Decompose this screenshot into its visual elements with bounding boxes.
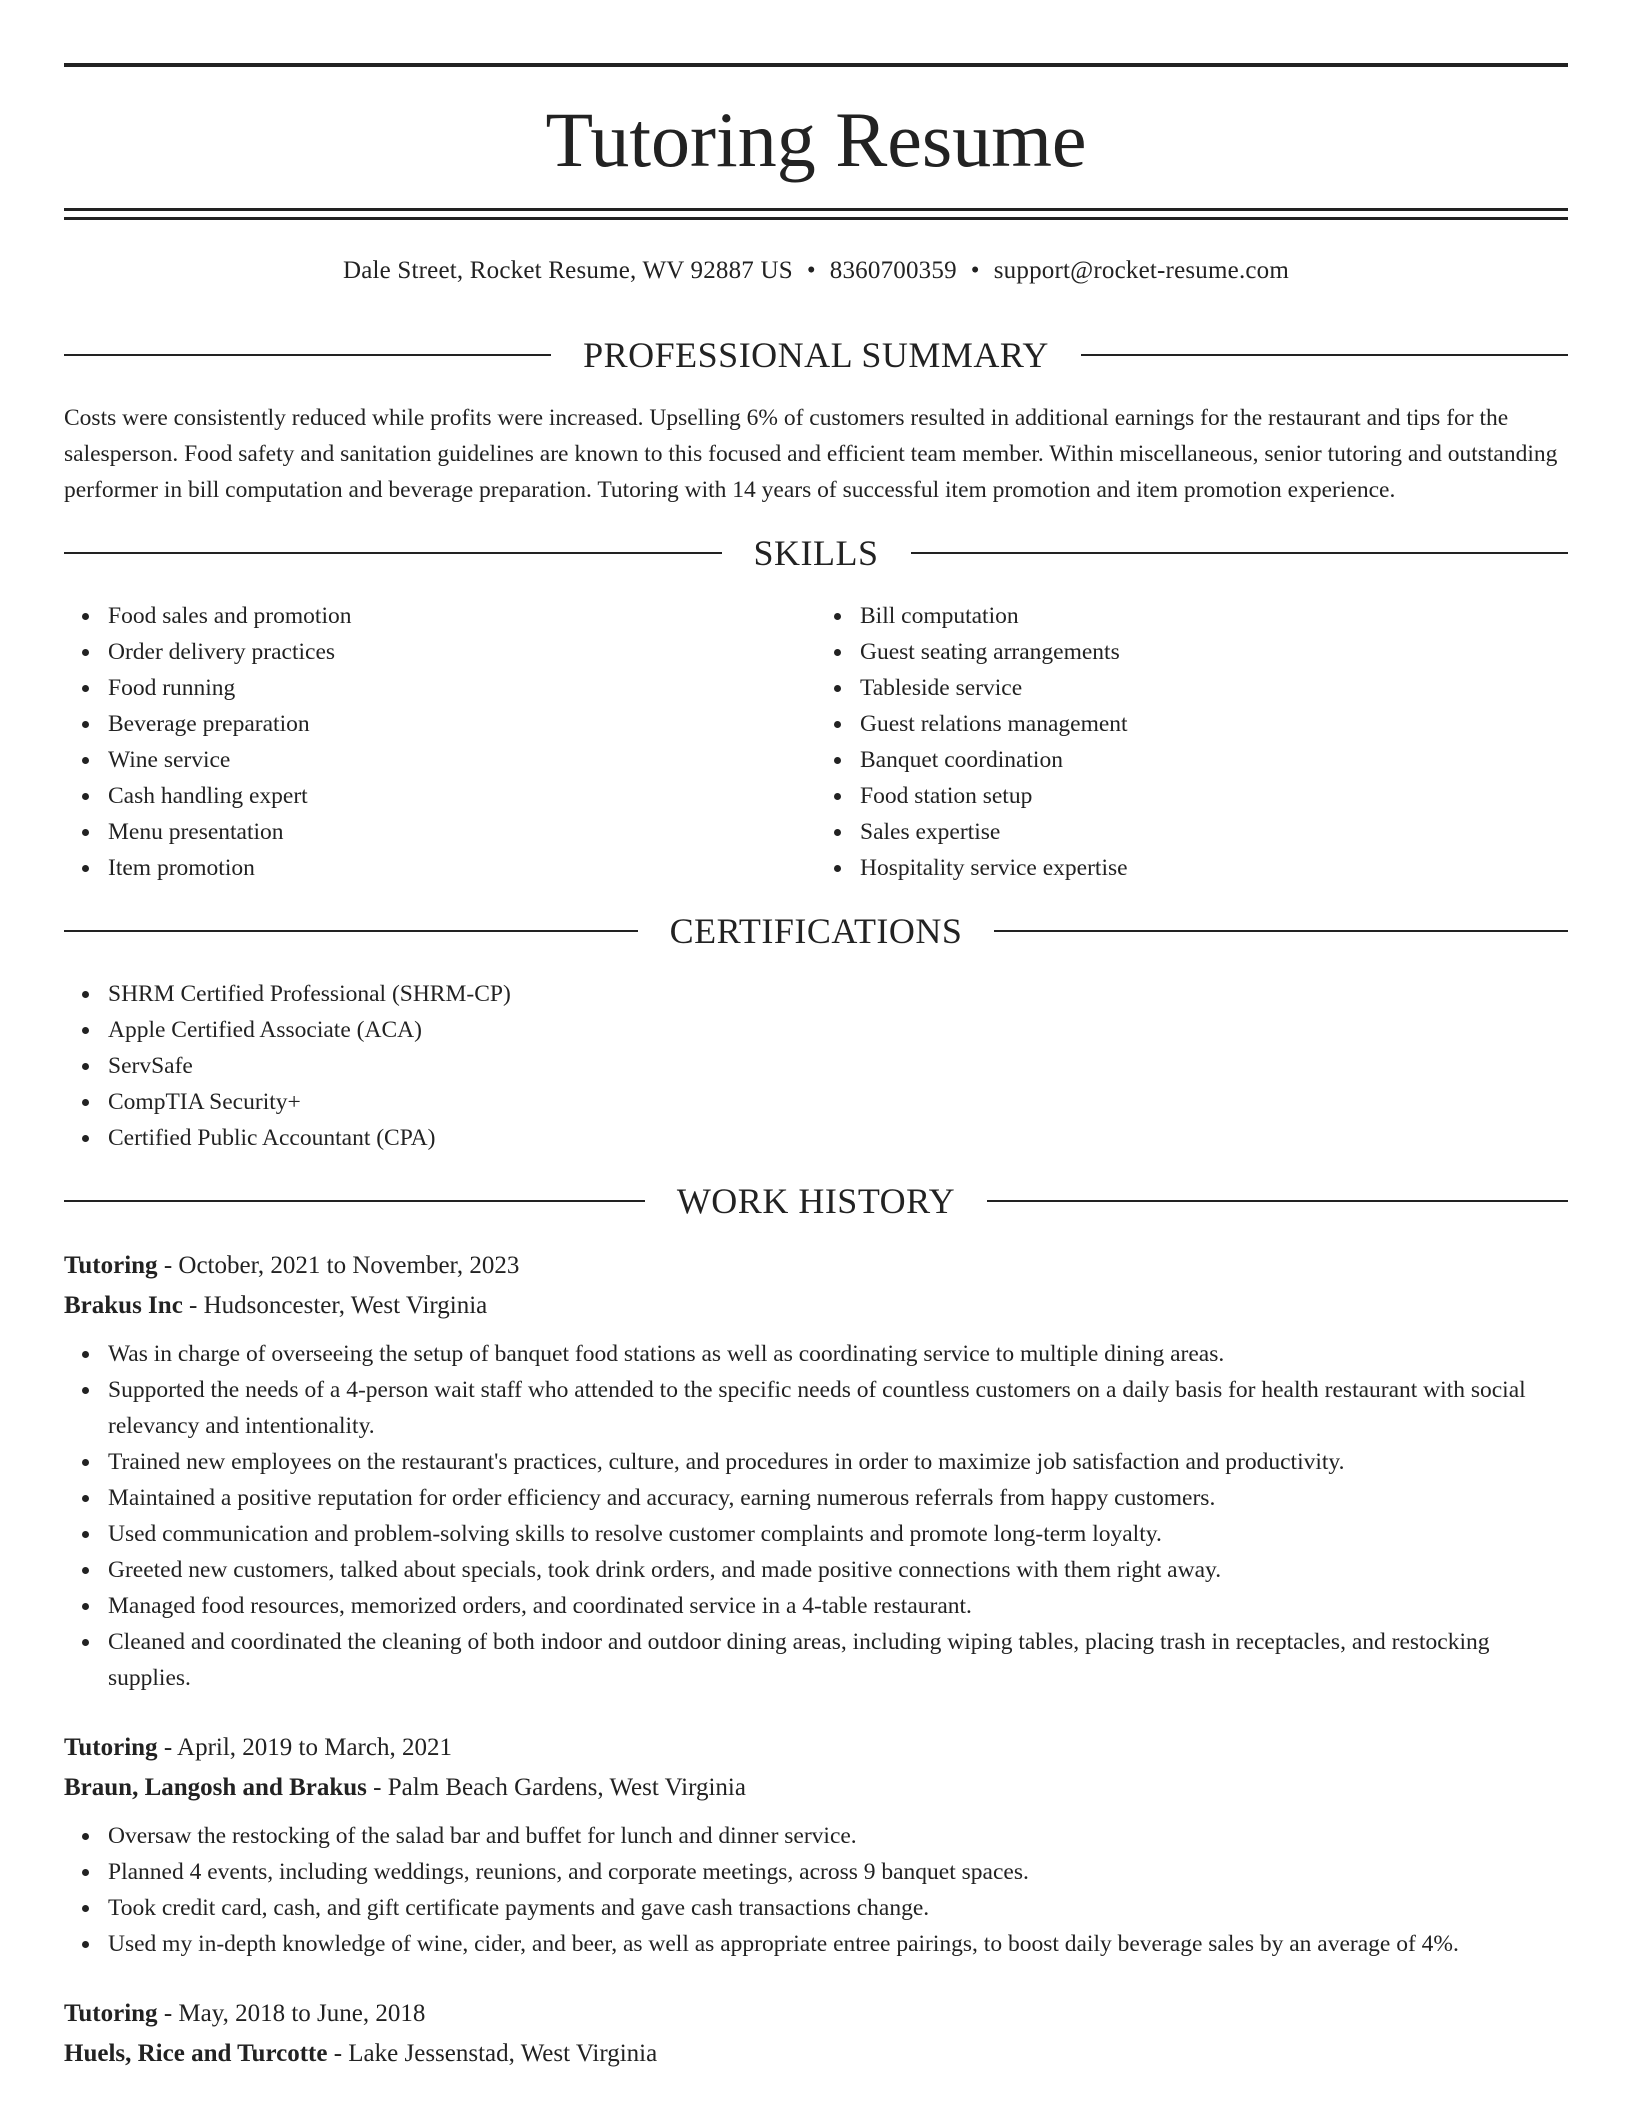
skill-item: Food running xyxy=(108,670,816,706)
job-bullet: Cleaned and coordinated the cleaning of both indoor and outdoor dining areas, including wiping tables, placing trash in receptacles, and restocking supplies. xyxy=(108,1624,1568,1696)
job-entry xyxy=(64,1994,1568,2074)
job-company: Huels, Rice and Turcotte xyxy=(64,2040,328,2067)
job-bullet: Took credit card, cash, and gift certificate payments and gave cash transactions change. xyxy=(108,1890,1568,1926)
section-heading-certifications xyxy=(64,906,1568,956)
heading-rule xyxy=(64,1200,645,1202)
heading-rule xyxy=(987,1200,1568,1202)
job-dash: - xyxy=(366,1774,388,1801)
section-heading-work-history xyxy=(64,1176,1568,1226)
job-location: Lake Jessenstad, West Virginia xyxy=(348,2040,658,2067)
top-rule xyxy=(64,63,1568,67)
job-bullet: Used communication and problem-solving skills to resolve customer complaints and promote long-term loyalty. xyxy=(108,1516,1568,1552)
job-bullets xyxy=(64,1336,1568,1696)
skill-item: Tableside service xyxy=(860,670,1568,706)
job-dash: - xyxy=(157,1252,179,1279)
heading-rule xyxy=(1081,354,1568,356)
skill-item: Food sales and promotion xyxy=(108,598,816,634)
skill-item: Item promotion xyxy=(108,850,816,886)
summary-text: Costs were consistently reduced while profits were increased. Upselling 6% of customers resulted in additional earnings for the restaurant and tips for the salesperson. Food safety and sanitation guidelines are known to this focused and efficient team member. Within miscellaneous, senior tutoring and outstanding performer in bill computation and beverage preparation. Tutoring with 14 years of successful item promotion and item promotion experience. xyxy=(64,405,1558,503)
skill-item: Food station setup xyxy=(860,778,1568,814)
certifications-list xyxy=(64,976,1568,1156)
job-dash: - xyxy=(182,1292,204,1319)
title-double-rule xyxy=(64,208,1568,220)
page-title: Tutoring Resume xyxy=(545,96,1087,183)
skill-item: Sales expertise xyxy=(860,814,1568,850)
job-title: Tutoring xyxy=(64,2000,158,2027)
job-dash: - xyxy=(157,1734,178,1761)
skills-list-right xyxy=(816,598,1568,886)
job-dates: April, 2019 to March, 2021 xyxy=(177,1734,452,1761)
skill-item: Cash handling expert xyxy=(108,778,816,814)
contact-address: Dale Street, Rocket Resume, WV 92887 US xyxy=(342,257,793,284)
job-bullet: Planned 4 events, including weddings, reunions, and corporate meetings, across 9 banquet spaces. xyxy=(108,1854,1568,1890)
contact-line xyxy=(64,254,1568,288)
skills-grid xyxy=(64,598,1568,886)
job-entry xyxy=(64,1246,1568,1696)
job-dash: - xyxy=(327,2040,349,2067)
skill-item: Bill computation xyxy=(860,598,1568,634)
certification-item: CompTIA Security+ xyxy=(108,1084,1568,1120)
resume-content xyxy=(64,330,1568,2074)
skill-item: Hospitality service expertise xyxy=(860,850,1568,886)
section-heading-skills xyxy=(64,528,1568,578)
section-title: PROFESSIONAL SUMMARY xyxy=(583,335,1049,375)
certification-item: Apple Certified Associate (ACA) xyxy=(108,1012,1568,1048)
certification-item: SHRM Certified Professional (SHRM-CP) xyxy=(108,976,1568,1012)
skills-list-left xyxy=(64,598,816,886)
job-bullet: Supported the needs of a 4-person wait staff who attended to the specific needs of countless customers on a daily basis for health restaurant with social relevancy and intentionality. xyxy=(108,1372,1568,1444)
certification-item: ServSafe xyxy=(108,1048,1568,1084)
job-entry xyxy=(64,1728,1568,1962)
job-bullets xyxy=(64,1818,1568,1962)
heading-rule xyxy=(64,354,551,356)
heading-rule xyxy=(994,930,1568,932)
contact-separator: • xyxy=(806,257,816,284)
skill-item: Guest relations management xyxy=(860,706,1568,742)
section-title: CERTIFICATIONS xyxy=(669,911,963,951)
contact-phone: 8360700359 xyxy=(829,257,957,284)
job-bullet: Greeted new customers, talked about specials, took drink orders, and made positive connections with them right away. xyxy=(108,1552,1568,1588)
job-bullet: Trained new employees on the restaurant's practices, culture, and procedures in order to maximize job satisfaction and productivity. xyxy=(108,1444,1568,1480)
job-company-line xyxy=(64,1768,1568,1808)
job-title-line xyxy=(64,1246,1568,1286)
job-bullet: Used my in-depth knowledge of wine, cider, and beer, as well as appropriate entree pairings, to boost daily beverage sales by an average of 4%. xyxy=(108,1926,1568,1962)
job-title-line xyxy=(64,1728,1568,1768)
job-title-line xyxy=(64,1994,1568,2034)
job-location: Hudsoncester, West Virginia xyxy=(203,1292,488,1319)
job-title: Tutoring xyxy=(64,1252,158,1279)
job-dates: May, 2018 to June, 2018 xyxy=(178,2000,426,2027)
contact-separator: • xyxy=(970,257,980,284)
skill-item: Banquet coordination xyxy=(860,742,1568,778)
skill-item: Guest seating arrangements xyxy=(860,634,1568,670)
work-history-list xyxy=(64,1246,1568,2074)
job-dash: - xyxy=(157,2000,179,2027)
job-company-line xyxy=(64,1286,1568,1326)
certification-item: Certified Public Accountant (CPA) xyxy=(108,1120,1568,1156)
job-dates: October, 2021 to November, 2023 xyxy=(178,1252,520,1279)
job-company: Braun, Langosh and Brakus xyxy=(64,1774,367,1801)
section-title: WORK HISTORY xyxy=(676,1181,956,1221)
skill-item: Menu presentation xyxy=(108,814,816,850)
section-title: SKILLS xyxy=(753,533,879,573)
job-bullet: Managed food resources, memorized orders, and coordinated service in a 4-table restaurant. xyxy=(108,1588,1568,1624)
skill-item: Wine service xyxy=(108,742,816,778)
job-bullet: Maintained a positive reputation for order efficiency and accuracy, earning numerous referrals from happy customers. xyxy=(108,1480,1568,1516)
skill-item: Order delivery practices xyxy=(108,634,816,670)
job-bullet: Was in charge of overseeing the setup of banquet food stations as well as coordinating service to multiple dining areas. xyxy=(108,1336,1568,1372)
job-title: Tutoring xyxy=(64,1734,158,1761)
heading-rule xyxy=(911,552,1569,554)
job-company: Brakus Inc xyxy=(64,1292,183,1319)
section-heading-summary xyxy=(64,330,1568,380)
contact-email: support@rocket-resume.com xyxy=(993,257,1290,284)
job-location: Palm Beach Gardens, West Virginia xyxy=(387,1774,746,1801)
job-company-line xyxy=(64,2034,1568,2074)
heading-rule xyxy=(64,552,722,554)
heading-rule xyxy=(64,930,638,932)
job-bullet: Oversaw the restocking of the salad bar and buffet for lunch and dinner service. xyxy=(108,1818,1568,1854)
skill-item: Beverage preparation xyxy=(108,706,816,742)
